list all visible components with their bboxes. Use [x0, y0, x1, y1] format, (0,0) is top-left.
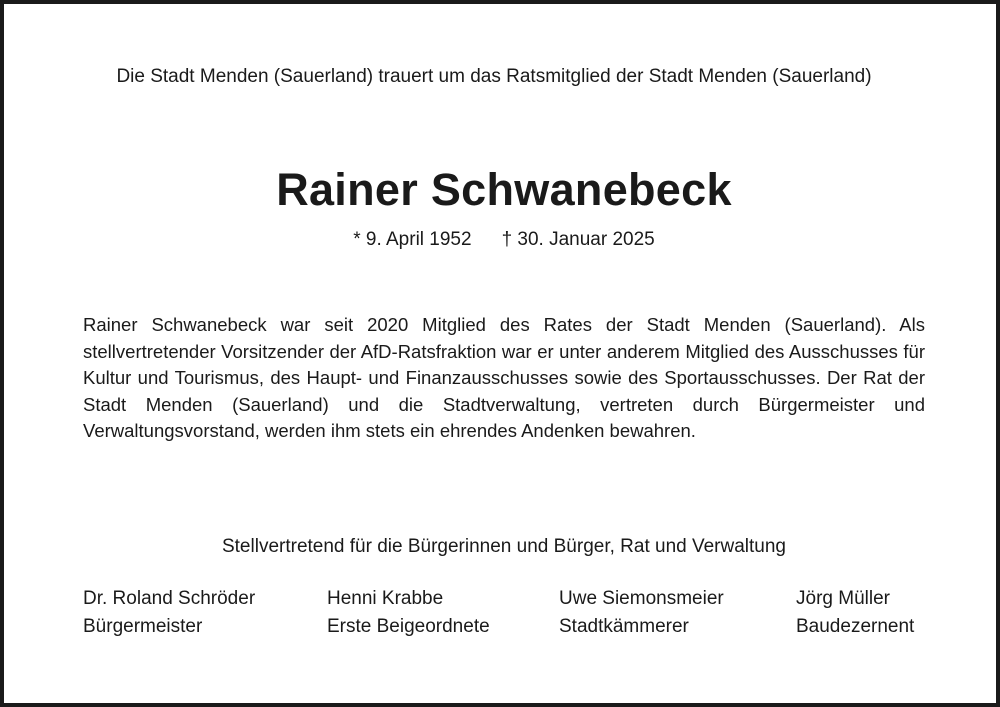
- signatory-role: Bürgermeister: [83, 616, 203, 637]
- deceased-name: Rainer Schwanebeck: [276, 164, 732, 215]
- signatory-role: Erste Beigeordnete: [327, 616, 490, 637]
- signatory-name: Uwe Siemonsmeier: [559, 588, 724, 609]
- tribute-paragraph: Rainer Schwanebeck war seit 2020 Mitglied des Rates der Stadt Menden (Sauerland). Als stellvertretender Vorsitzender der AfD-Ratsfraktion war er unter anderem Mitglied des Ausschusses für Kultur und Tourismus, des Haupt- und Finanzausschusses sowie des Sportausschusses. Der Rat der Stadt Menden (Sauerland) und die Stadtverwaltung, vertreten durch Bürgermeister und Verwaltungsvorstand, werden ihm stets ein ehrendes Andenken bewahren.: [83, 314, 925, 441]
- signatory: [83, 585, 255, 641]
- birth-date: * 9. April 1952: [353, 229, 472, 250]
- signatory: [559, 585, 724, 641]
- signatory-name: Jörg Müller: [796, 588, 890, 609]
- signatory-name: Dr. Roland Schröder: [83, 588, 256, 609]
- signatory-name: Henni Krabbe: [327, 588, 444, 609]
- signatory-role: Stadtkämmerer: [559, 616, 689, 637]
- closing-line: Stellvertretend für die Bürgerinnen und Bürger, Rat und Verwaltung: [221, 536, 787, 557]
- signatory-role: Baudezernent: [796, 616, 915, 637]
- signatory: [796, 585, 914, 641]
- intro-line: Die Stadt Menden (Sauerland) trauert um das Ratsmitglied der Stadt Menden (Sauerland): [116, 66, 872, 87]
- life-dates: [4, 226, 1000, 254]
- signatory: [327, 585, 490, 641]
- death-date: † 30. Januar 2025: [501, 229, 655, 250]
